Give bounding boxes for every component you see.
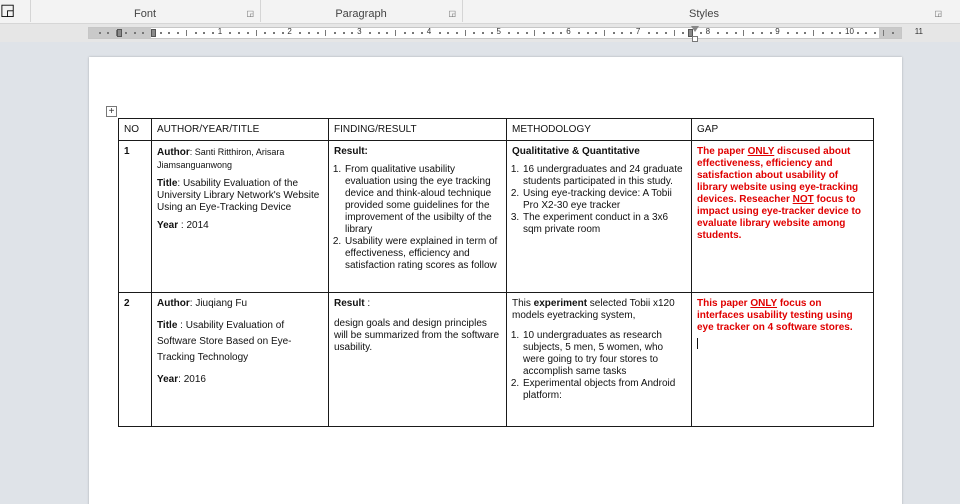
gap-emphasis-only: ONLY [750,298,778,309]
ruler-dot [264,32,266,34]
ruler-dot [421,32,423,34]
ruler-half-tick [256,30,257,36]
ruler-dot [656,32,658,34]
ruler-dot [761,32,763,34]
ruler-dot [299,32,301,34]
ruler-dot [517,32,519,34]
styles-dialog-launcher-icon[interactable]: ◲ [934,9,942,18]
finding-list [334,164,501,272]
ruler-number: 5 [496,27,501,36]
ruler-dot [317,32,319,34]
ribbon-group-labels [0,0,960,24]
finding-heading-suffix: : [364,298,371,309]
ruler-dot [526,32,528,34]
gap-text-part: The paper [697,146,748,157]
ruler-dot [630,32,632,34]
ruler-dot [543,32,545,34]
list-item: 1. 10 undergraduates as research subjects, 5 men, 5 women, who were going to try four stores to accomplish same tasks [522,330,686,378]
ribbon-group-styles [462,0,946,24]
year-value: : 2014 [178,220,209,231]
ruler-number: 9 [775,27,780,36]
ruler-dot [177,32,179,34]
year-label: Year [157,374,179,385]
ruler-dot [822,32,824,34]
text-cursor [697,334,868,353]
horizontal-ruler[interactable] [88,27,923,39]
gap-text [697,298,868,334]
author-label: Author [157,298,190,309]
ruler-dot [412,32,414,34]
ruler-number: 6 [566,27,571,36]
ruler-dot [343,32,345,34]
ruler-number: 3 [357,27,362,36]
styles-group-label: Styles [689,8,719,20]
ruler-dot [717,32,719,34]
finding-cell[interactable] [329,293,507,427]
ruler-dot [282,32,284,34]
ruler-number: 8 [705,27,711,36]
clipboard-launcher-icon[interactable]: ◲ [0,2,16,19]
ruler-dot [865,32,867,34]
ruler-dot [621,32,623,34]
ruler-dot [804,32,806,34]
row-number: 2 [124,298,130,309]
ruler-half-tick [604,30,605,36]
ruler-column-marker[interactable] [151,29,156,37]
methodology-intro-part: selected Tobii x120 models eyetracking system, [512,298,675,321]
ruler-dot [682,32,684,34]
author-cell[interactable] [152,293,329,427]
ruler-half-tick [883,30,884,36]
literature-review-table[interactable] [118,118,874,427]
ruler-dot [700,32,702,34]
ruler-dot [439,32,441,34]
ruler-dot [308,32,310,34]
ruler-dot [386,32,388,34]
title-value: : Usability Evaluation of the University Library Network's Website Using an Eye-Tracking Device [157,178,320,213]
ruler-dot [134,32,136,34]
ruler-dot [273,32,275,34]
methodology-intro-emphasis: experiment [533,298,588,309]
ruler-dot [839,32,841,34]
ruler-dot [482,32,484,34]
ruler-dot [648,32,650,34]
header-no[interactable]: NO [119,119,152,141]
ruler-dot [560,32,562,34]
gap-text-part: focus to impact using eye-tracker device to evaluate library website among students. [697,194,861,241]
year-value: : 2016 [178,374,206,385]
ruler-column-marker[interactable] [117,29,122,37]
left-indent-icon[interactable] [692,36,698,42]
ruler-dot [351,32,353,34]
ruler-half-tick [186,30,187,36]
ruler-half-tick [743,30,744,36]
methodology-cell[interactable] [507,293,692,427]
ruler-dot [203,32,205,34]
gap-text-part: discused about effectiveness, efficiency and satisfaction about usability of library website using eye-tracking devices. Reseacher [697,146,859,205]
font-group-label: Font [133,8,156,20]
document-page[interactable] [89,57,902,504]
ruler-number: 10 [845,27,854,36]
table-row [119,293,874,427]
ruler-dot [369,32,371,34]
methodology-cell[interactable] [507,141,692,293]
ruler-dot [334,32,336,34]
finding-cell[interactable] [329,141,507,293]
ruler-number: 11 [914,27,923,36]
ruler-dot [770,32,772,34]
title-label: Title [157,320,178,331]
ruler-dot [229,32,231,34]
methodology-intro-part: This [512,298,534,309]
ruler-dot [552,32,554,34]
header-methodology[interactable]: METHODOLOGY [507,119,692,141]
ruler-dot [726,32,728,34]
list-item: 3. The experiment conduct in a 3x6 sqm private room [522,212,686,236]
header-author-year-title[interactable]: AUTHOR/YEAR/TITLE [152,119,329,141]
author-cell[interactable] [152,141,329,293]
ruler-dot [238,32,240,34]
paragraph-dialog-launcher-icon[interactable]: ◲ [448,9,456,18]
row-number: 1 [124,146,130,157]
ruler-dot [735,32,737,34]
ruler-dot [99,32,101,34]
gap-text [697,146,868,242]
table-row [119,141,874,293]
ruler-dot [752,32,754,34]
row-number-cell[interactable] [119,141,152,293]
ruler-dot [613,32,615,34]
header-finding-result[interactable]: FINDING/RESULT [329,119,507,141]
ruler-dot [491,32,493,34]
ruler-number: 7 [635,27,641,36]
ruler-dot [378,32,380,34]
ruler-dot [578,32,580,34]
ruler-dot [456,32,458,34]
ruler-half-tick [325,30,326,36]
ruler-dot [857,32,859,34]
list-item: 2. Usability were explained in term of effectiveness, efficiency and satisfaction rating scores as follow [344,236,501,272]
paragraph-group-label: Paragraph [335,8,387,20]
ruler-dot [168,32,170,34]
gap-cell[interactable] [692,141,874,293]
finding-heading: Result [334,298,365,309]
ruler-dot [212,32,214,34]
ruler-number: 2 [287,27,292,36]
list-item: 2. Experimental objects from Android platform: [522,378,686,402]
author-value: : Jiuqiang Fu [189,298,248,309]
ruler-dot [892,32,894,34]
indent-marker[interactable] [691,26,699,44]
ruler-dot [831,32,833,34]
gap-emphasis-not: NOT [792,194,814,205]
ruler-dot [473,32,475,34]
ruler-dot [595,32,597,34]
finding-heading: Result: [334,146,368,157]
gap-text-part: focus on interfaces usability testing using eye tracker on 4 software stores. [697,298,853,333]
gap-emphasis-only: ONLY [747,146,775,157]
header-gap[interactable]: GAP [692,119,874,141]
ruler-dot [404,32,406,34]
list-item: 1. 16 undergraduates and 24 graduate students participated in this study. [522,164,686,188]
ruler-dot [447,32,449,34]
ruler-dot [125,32,127,34]
year-label: Year [157,220,179,231]
ruler-half-tick [395,30,396,36]
list-item: 1. From qualitative usability evaluation using the eye tracking device and think-aloud technique provided some guidelines for the improvement of the usibilty of the library [344,164,501,236]
ruler-number: 4 [426,27,432,36]
ruler-dot [160,32,162,34]
finding-text: design goals and design principles will be summarized from the software usability. [334,318,500,353]
ribbon-group-font [30,0,260,24]
font-dialog-launcher-icon[interactable]: ◲ [246,9,254,18]
title-value: : Usability Evaluation of Software Store Based on Eye-Tracking Technology [157,320,292,363]
ruler-number: 1 [217,27,223,36]
table-move-handle-icon[interactable]: + [106,106,117,117]
author-value: : Santi Ritthiron, Arisara Jiamsanguanwong [157,147,285,170]
ruler-half-tick [813,30,814,36]
first-line-indent-icon[interactable] [691,26,699,32]
methodology-list [512,330,686,402]
methodology-list [512,164,686,236]
ruler-dot [195,32,197,34]
ruler-dot [665,32,667,34]
gap-text-part: This paper [697,298,751,309]
ruler-dot [508,32,510,34]
ruler-dot [247,32,249,34]
gap-cell[interactable] [692,293,874,427]
ruler-dot [874,32,876,34]
ruler-dot [107,32,109,34]
ribbon-group-paragraph [260,0,462,24]
ruler-dot [142,32,144,34]
ruler-dot [787,32,789,34]
ruler-dot [796,32,798,34]
ruler-half-tick [465,30,466,36]
list-item: 2. Using eye-tracking device: A Tobii Pro X2-30 eye tracker [522,188,686,212]
ruler-half-tick [534,30,535,36]
methodology-heading: Qualititative & Quantitative [512,146,640,157]
title-label: Title [157,178,178,189]
ruler-half-tick [674,30,675,36]
table-header-row [119,119,874,141]
author-label: Author [157,147,190,158]
row-number-cell[interactable] [119,293,152,427]
ruler-dot [587,32,589,34]
